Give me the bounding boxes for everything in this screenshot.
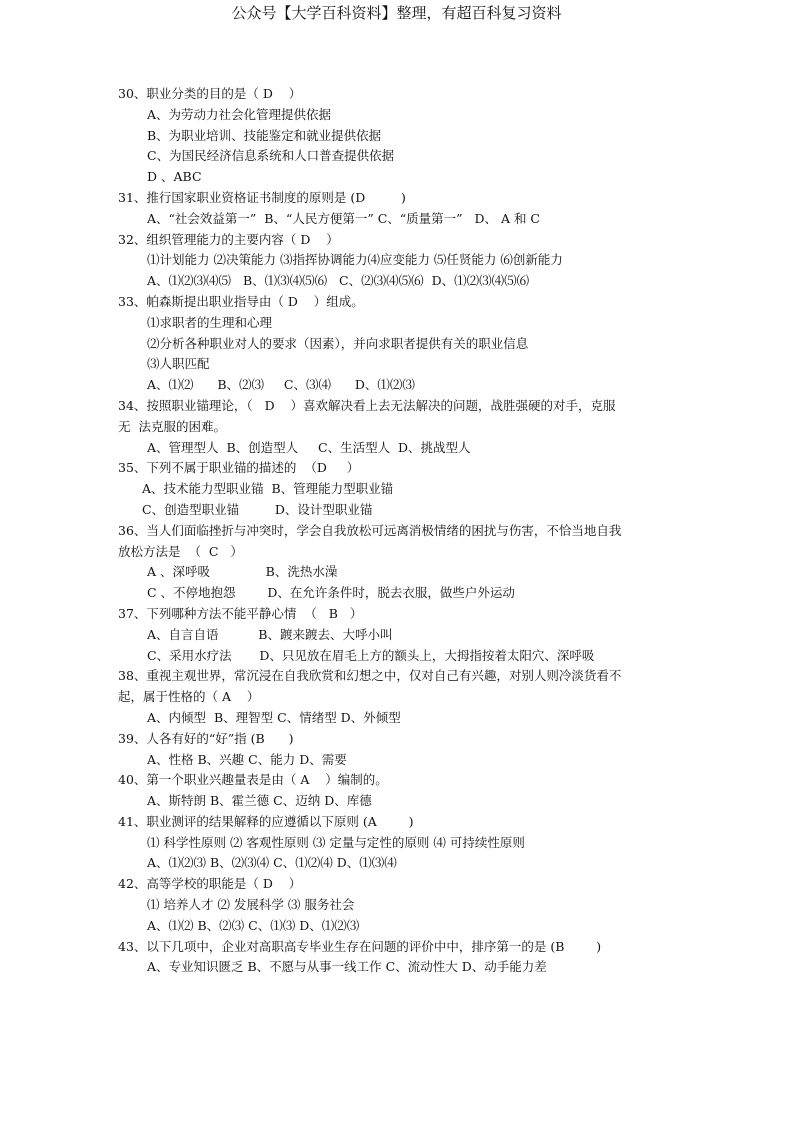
option-line: A、专业知识匮乏 B、不愿与从事一线工作 C、流动性大 D、动手能力差 — [147, 959, 547, 975]
option-line: B、为职业培训、技能鉴定和就业提供依据 — [147, 127, 382, 143]
option-line: C、采用水疗法 D、只见放在眉毛上方的额头上，大拇指按着太阳穴、深呼吸 — [147, 647, 595, 663]
question-line: 39、人各有好的“好”指 (B ) — [118, 730, 294, 746]
question-line: 34、按照职业锚理论，（ D ）喜欢解决看上去无法解决的问题，战胜强硬的对手，克服 — [118, 397, 616, 413]
option-line: A、管理型人 B、创造型人 C、生活型人 D、挑战型人 — [147, 439, 471, 455]
option-line: A、为劳动力社会化管理提供依据 — [147, 106, 332, 122]
question-line: 37、下列哪种方法不能平静心情 （ B ） — [118, 605, 363, 621]
option-line: A、自言自语 B、踱来踱去、大呼小叫 — [147, 626, 393, 642]
option-line: A、性格 B、兴趣 C、能力 D、需要 — [147, 751, 347, 767]
option-line: A、斯特朗 B、霍兰德 C、迈纳 D、库德 — [147, 793, 372, 809]
question-line: 无 法克服的困难。 — [118, 418, 226, 434]
option-line: A、内倾型 B、理智型 C、情绪型 D、外倾型 — [147, 709, 401, 725]
question-line: 41、职业测评的结果解释的应遵循以下原则 (A ) — [118, 813, 414, 829]
option-line: A、⑴⑵ B、⑵⑶ C、⑴⑶ D、⑴⑵⑶ — [147, 917, 360, 933]
option-line: A 、深呼吸 B、洗热水澡 — [147, 564, 338, 580]
question-line: 38、重视主观世界，常沉浸在自我欣赏和幻想之中，仅对自己有兴趣，对别人则冷淡货看不 — [118, 668, 622, 684]
question-line: 42、高等学校的职能是（ D ） — [118, 876, 302, 892]
option-line: D 、ABC — [147, 169, 202, 185]
option-line: C、为国民经济信息系统和人口普查提供依据 — [147, 148, 395, 164]
option-line: ⑴计划能力 ⑵决策能力 ⑶指挥协调能力⑷应变能力 ⑸任贤能力 ⑹创新能力 — [147, 252, 563, 268]
question-line: 32、组织管理能力的主要内容（ D ） — [118, 231, 339, 247]
option-line: A、“社会效益第一” B、“人民方便第一” C、“质量第一” D、 A 和 C — [147, 210, 540, 226]
option-line: C、创造型职业锚 D、设计型职业锚 — [142, 501, 373, 517]
question-line: 43、以下几项中，企业对高职高专毕业生存在问题的评价中中，排序第一的是 (B ) — [118, 938, 602, 954]
question-line: 36、当人们面临挫折与冲突时，学会自我放松可远离消极情绪的困扰与伤害，不恰当地自我 — [118, 522, 622, 538]
option-line: C 、不停地抱怨 D、在允许条件时，脱去衣服，做些户外运动 — [147, 585, 515, 601]
page-header: 公众号【大学百科资料】整理，有超百科复习资料 — [231, 4, 562, 22]
option-line: A、⑴⑵⑶⑷⑸ B、⑴⑶⑷⑸⑹ C、⑵⑶⑷⑸⑹ D、⑴⑵⑶⑷⑸⑹ — [147, 273, 530, 289]
question-line: 33、帕森斯提出职业指导由（ D ）组成。 — [118, 293, 364, 309]
question-line: 40、第一个职业兴趣量表是由（ A ）编制的。 — [118, 772, 388, 788]
question-line: 30、职业分类的目的是（ D ） — [118, 86, 302, 101]
option-line: A、⑴⑵⑶ B、⑵⑶⑷ C、⑴⑵⑷ D、⑴⑶⑷ — [147, 855, 397, 871]
question-line: 31、推行国家职业资格证书制度的原则是 (D ) — [118, 189, 406, 205]
question-line: 放松方法是 （ C ） — [118, 543, 243, 559]
option-line: ⑶人职匹配 — [147, 356, 210, 372]
option-line: A、⑴⑵ B、⑵⑶ C、⑶⑷ D、⑴⑵⑶ — [147, 377, 415, 393]
question-list — [118, 84, 678, 978]
option-line: ⑴求职者的生理和心理 — [147, 314, 273, 330]
option-line: ⑴ 培养人才 ⑵ 发展科学 ⑶ 服务社会 — [147, 897, 355, 913]
question-line: 35、下列不属于职业锚的描述的 （D ） — [118, 460, 360, 476]
question-line: 起，属于性格的（ A ） — [118, 689, 260, 705]
option-line: ⑴ 科学性原则 ⑵ 客观性原则 ⑶ 定量与定性的原则 ⑷ 可持续性原则 — [147, 834, 525, 850]
option-line: ⑵分析各种职业对人的要求（因素），并向求职者提供有关的职业信息 — [147, 335, 529, 351]
option-line: A、技术能力型职业锚 B、管理能力型职业锚 — [142, 481, 394, 497]
